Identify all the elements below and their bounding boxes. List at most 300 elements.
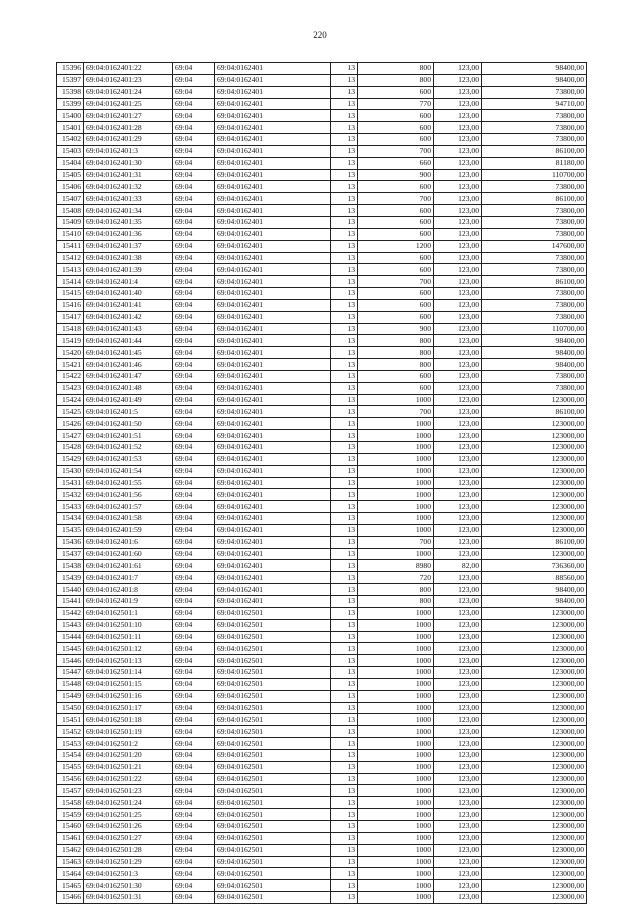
cadastral-number-cell: 69:04:0162401:54	[84, 465, 173, 477]
row-number-cell: 15460	[57, 821, 84, 833]
category-code-cell: 13	[331, 418, 358, 430]
table-row	[57, 667, 587, 679]
region-code-cell: 69:04	[173, 264, 215, 276]
table-row	[57, 560, 587, 572]
cadastral-value-cell: 123000,00	[482, 738, 587, 750]
area-cell: 1000	[358, 868, 434, 880]
category-code-cell: 13	[331, 323, 358, 335]
table-row	[57, 264, 587, 276]
region-code-cell: 69:04	[173, 785, 215, 797]
cadastral-value-cell: 88560,00	[482, 572, 587, 584]
category-code-cell: 13	[331, 560, 358, 572]
area-cell: 1000	[358, 394, 434, 406]
cadastral-value-cell: 123000,00	[482, 667, 587, 679]
specific-value-cell: 123,00	[434, 761, 482, 773]
specific-value-cell: 82,00	[434, 560, 482, 572]
block-number-cell: 69:04:0162401	[215, 335, 331, 347]
block-number-cell: 69:04:0162401	[215, 418, 331, 430]
region-code-cell: 69:04	[173, 714, 215, 726]
category-code-cell: 13	[331, 169, 358, 181]
specific-value-cell: 123,00	[434, 832, 482, 844]
row-number-cell: 15446	[57, 655, 84, 667]
area-cell: 660	[358, 157, 434, 169]
cadastral-number-cell: 69:04:0162501:10	[84, 619, 173, 631]
area-cell: 1000	[358, 714, 434, 726]
row-number-cell: 15428	[57, 442, 84, 454]
specific-value-cell: 123,00	[434, 595, 482, 607]
specific-value-cell: 123,00	[434, 453, 482, 465]
specific-value-cell: 123,00	[434, 86, 482, 98]
cadastral-number-cell: 69:04:0162401:9	[84, 595, 173, 607]
region-code-cell: 69:04	[173, 288, 215, 300]
area-cell: 1000	[358, 773, 434, 785]
area-cell: 1000	[358, 513, 434, 525]
row-number-cell: 15411	[57, 240, 84, 252]
cadastral-value-cell: 73800,00	[482, 122, 587, 134]
cadastral-number-cell: 69:04:0162401:49	[84, 394, 173, 406]
region-code-cell: 69:04	[173, 240, 215, 252]
cadastral-value-cell: 123000,00	[482, 418, 587, 430]
specific-value-cell: 123,00	[434, 335, 482, 347]
area-cell: 1000	[358, 667, 434, 679]
row-number-cell: 15433	[57, 501, 84, 513]
category-code-cell: 13	[331, 643, 358, 655]
row-number-cell: 15459	[57, 809, 84, 821]
region-code-cell: 69:04	[173, 145, 215, 157]
cadastral-value-cell: 86100,00	[482, 276, 587, 288]
cadastral-number-cell: 69:04:0162401:8	[84, 584, 173, 596]
cadastral-value-cell: 73800,00	[482, 205, 587, 217]
cadastral-value-cell: 110700,00	[482, 323, 587, 335]
specific-value-cell: 123,00	[434, 382, 482, 394]
row-number-cell: 15415	[57, 288, 84, 300]
table-row	[57, 110, 587, 122]
category-code-cell: 13	[331, 145, 358, 157]
cadastral-number-cell: 69:04:0162501:2	[84, 738, 173, 750]
category-code-cell: 13	[331, 548, 358, 560]
region-code-cell: 69:04	[173, 690, 215, 702]
table-row	[57, 832, 587, 844]
cadastral-number-cell: 69:04:0162401:24	[84, 86, 173, 98]
area-cell: 600	[358, 205, 434, 217]
cadastral-value-cell: 123000,00	[482, 690, 587, 702]
category-code-cell: 13	[331, 252, 358, 264]
block-number-cell: 69:04:0162401	[215, 311, 331, 323]
category-code-cell: 13	[331, 832, 358, 844]
cadastral-value-cell: 123000,00	[482, 880, 587, 892]
block-number-cell: 69:04:0162501	[215, 655, 331, 667]
table-row	[57, 856, 587, 868]
table-row	[57, 785, 587, 797]
block-number-cell: 69:04:0162401	[215, 288, 331, 300]
cadastral-number-cell: 69:04:0162401:51	[84, 430, 173, 442]
category-code-cell: 13	[331, 110, 358, 122]
cadastral-value-cell: 86100,00	[482, 406, 587, 418]
area-cell: 700	[358, 145, 434, 157]
region-code-cell: 69:04	[173, 809, 215, 821]
table-row	[57, 86, 587, 98]
cadastral-number-cell: 69:04:0162501:11	[84, 631, 173, 643]
row-number-cell: 15417	[57, 311, 84, 323]
area-cell: 8980	[358, 560, 434, 572]
table-row	[57, 323, 587, 335]
table-row	[57, 288, 587, 300]
table-row	[57, 619, 587, 631]
block-number-cell: 69:04:0162401	[215, 169, 331, 181]
block-number-cell: 69:04:0162501	[215, 631, 331, 643]
table-row	[57, 311, 587, 323]
row-number-cell: 15413	[57, 264, 84, 276]
table-row	[57, 655, 587, 667]
row-number-cell: 15405	[57, 169, 84, 181]
cadastral-number-cell: 69:04:0162401:4	[84, 276, 173, 288]
cadastral-value-cell: 123000,00	[482, 761, 587, 773]
cadastral-number-cell: 69:04:0162401:22	[84, 63, 173, 75]
category-code-cell: 13	[331, 880, 358, 892]
block-number-cell: 69:04:0162401	[215, 524, 331, 536]
category-code-cell: 13	[331, 216, 358, 228]
cadastral-number-cell: 69:04:0162501:30	[84, 880, 173, 892]
area-cell: 600	[358, 228, 434, 240]
row-number-cell: 15463	[57, 856, 84, 868]
specific-value-cell: 123,00	[434, 607, 482, 619]
table-row	[57, 98, 587, 110]
category-code-cell: 13	[331, 228, 358, 240]
specific-value-cell: 123,00	[434, 288, 482, 300]
category-code-cell: 13	[331, 181, 358, 193]
table-row	[57, 193, 587, 205]
table-row	[57, 134, 587, 146]
table-row	[57, 347, 587, 359]
category-code-cell: 13	[331, 749, 358, 761]
area-cell: 700	[358, 276, 434, 288]
block-number-cell: 69:04:0162401	[215, 382, 331, 394]
area-cell: 1000	[358, 761, 434, 773]
cadastral-number-cell: 69:04:0162401:48	[84, 382, 173, 394]
specific-value-cell: 123,00	[434, 216, 482, 228]
area-cell: 900	[358, 169, 434, 181]
area-cell: 770	[358, 98, 434, 110]
region-code-cell: 69:04	[173, 382, 215, 394]
block-number-cell: 69:04:0162401	[215, 157, 331, 169]
cadastral-number-cell: 69:04:0162401:28	[84, 122, 173, 134]
area-cell: 800	[358, 63, 434, 75]
cadastral-value-cell: 736360,00	[482, 560, 587, 572]
block-number-cell: 69:04:0162401	[215, 406, 331, 418]
category-code-cell: 13	[331, 157, 358, 169]
cadastral-value-cell: 123000,00	[482, 442, 587, 454]
cadastral-value-cell: 73800,00	[482, 299, 587, 311]
block-number-cell: 69:04:0162401	[215, 584, 331, 596]
block-number-cell: 69:04:0162401	[215, 536, 331, 548]
region-code-cell: 69:04	[173, 868, 215, 880]
specific-value-cell: 123,00	[434, 868, 482, 880]
block-number-cell: 69:04:0162401	[215, 228, 331, 240]
region-code-cell: 69:04	[173, 595, 215, 607]
table-row	[57, 169, 587, 181]
cadastral-number-cell: 69:04:0162401:52	[84, 442, 173, 454]
row-number-cell: 15416	[57, 299, 84, 311]
area-cell: 600	[358, 264, 434, 276]
block-number-cell: 69:04:0162401	[215, 252, 331, 264]
specific-value-cell: 123,00	[434, 797, 482, 809]
region-code-cell: 69:04	[173, 193, 215, 205]
region-code-cell: 69:04	[173, 418, 215, 430]
cadastral-value-cell: 98400,00	[482, 74, 587, 86]
specific-value-cell: 123,00	[434, 418, 482, 430]
specific-value-cell: 123,00	[434, 584, 482, 596]
cadastral-number-cell: 69:04:0162401:59	[84, 524, 173, 536]
specific-value-cell: 123,00	[434, 228, 482, 240]
category-code-cell: 13	[331, 667, 358, 679]
table-row	[57, 465, 587, 477]
table-row	[57, 359, 587, 371]
cadastral-value-cell: 73800,00	[482, 110, 587, 122]
row-number-cell: 15423	[57, 382, 84, 394]
specific-value-cell: 123,00	[434, 442, 482, 454]
specific-value-cell: 123,00	[434, 619, 482, 631]
cadastral-value-cell: 123000,00	[482, 678, 587, 690]
area-cell: 1000	[358, 631, 434, 643]
category-code-cell: 13	[331, 702, 358, 714]
cadastral-number-cell: 69:04:0162401:44	[84, 335, 173, 347]
region-code-cell: 69:04	[173, 98, 215, 110]
specific-value-cell: 123,00	[434, 892, 482, 904]
area-cell: 1000	[358, 453, 434, 465]
specific-value-cell: 123,00	[434, 430, 482, 442]
specific-value-cell: 123,00	[434, 122, 482, 134]
cadastral-number-cell: 69:04:0162401:55	[84, 477, 173, 489]
cadastral-number-cell: 69:04:0162401:61	[84, 560, 173, 572]
block-number-cell: 69:04:0162401	[215, 572, 331, 584]
block-number-cell: 69:04:0162401	[215, 181, 331, 193]
specific-value-cell: 123,00	[434, 513, 482, 525]
cadastral-number-cell: 69:04:0162401:41	[84, 299, 173, 311]
region-code-cell: 69:04	[173, 110, 215, 122]
region-code-cell: 69:04	[173, 86, 215, 98]
cadastral-value-cell: 123000,00	[482, 465, 587, 477]
area-cell: 800	[358, 359, 434, 371]
row-number-cell: 15435	[57, 524, 84, 536]
region-code-cell: 69:04	[173, 832, 215, 844]
row-number-cell: 15441	[57, 595, 84, 607]
area-cell: 800	[358, 74, 434, 86]
specific-value-cell: 123,00	[434, 678, 482, 690]
block-number-cell: 69:04:0162401	[215, 442, 331, 454]
area-cell: 1000	[358, 797, 434, 809]
block-number-cell: 69:04:0162501	[215, 619, 331, 631]
specific-value-cell: 123,00	[434, 347, 482, 359]
cadastral-value-cell: 123000,00	[482, 797, 587, 809]
row-number-cell: 15465	[57, 880, 84, 892]
block-number-cell: 69:04:0162501	[215, 738, 331, 750]
specific-value-cell: 123,00	[434, 714, 482, 726]
row-number-cell: 15454	[57, 749, 84, 761]
block-number-cell: 69:04:0162501	[215, 892, 331, 904]
area-cell: 600	[358, 382, 434, 394]
cadastral-value-table	[56, 62, 587, 904]
region-code-cell: 69:04	[173, 560, 215, 572]
block-number-cell: 69:04:0162401	[215, 347, 331, 359]
table-row	[57, 726, 587, 738]
category-code-cell: 13	[331, 821, 358, 833]
category-code-cell: 13	[331, 856, 358, 868]
row-number-cell: 15424	[57, 394, 84, 406]
cadastral-value-cell: 73800,00	[482, 288, 587, 300]
table-row	[57, 595, 587, 607]
area-cell: 600	[358, 110, 434, 122]
region-code-cell: 69:04	[173, 619, 215, 631]
row-number-cell: 15398	[57, 86, 84, 98]
area-cell: 1000	[358, 785, 434, 797]
region-code-cell: 69:04	[173, 74, 215, 86]
region-code-cell: 69:04	[173, 678, 215, 690]
cadastral-number-cell: 69:04:0162401:58	[84, 513, 173, 525]
row-number-cell: 15466	[57, 892, 84, 904]
region-code-cell: 69:04	[173, 370, 215, 382]
region-code-cell: 69:04	[173, 311, 215, 323]
category-code-cell: 13	[331, 619, 358, 631]
table-row	[57, 382, 587, 394]
block-number-cell: 69:04:0162401	[215, 276, 331, 288]
row-number-cell: 15437	[57, 548, 84, 560]
cadastral-value-cell: 98400,00	[482, 63, 587, 75]
cadastral-value-cell: 123000,00	[482, 832, 587, 844]
area-cell: 600	[358, 252, 434, 264]
area-cell: 1000	[358, 477, 434, 489]
specific-value-cell: 123,00	[434, 394, 482, 406]
row-number-cell: 15429	[57, 453, 84, 465]
cadastral-number-cell: 69:04:0162401:32	[84, 181, 173, 193]
region-code-cell: 69:04	[173, 465, 215, 477]
cadastral-value-cell: 123000,00	[482, 821, 587, 833]
area-cell: 600	[358, 181, 434, 193]
row-number-cell: 15456	[57, 773, 84, 785]
block-number-cell: 69:04:0162501	[215, 844, 331, 856]
cadastral-value-cell: 123000,00	[482, 655, 587, 667]
specific-value-cell: 123,00	[434, 276, 482, 288]
block-number-cell: 69:04:0162501	[215, 667, 331, 679]
specific-value-cell: 123,00	[434, 264, 482, 276]
specific-value-cell: 123,00	[434, 773, 482, 785]
row-number-cell: 15436	[57, 536, 84, 548]
specific-value-cell: 123,00	[434, 548, 482, 560]
specific-value-cell: 123,00	[434, 489, 482, 501]
block-number-cell: 69:04:0162501	[215, 773, 331, 785]
row-number-cell: 15432	[57, 489, 84, 501]
category-code-cell: 13	[331, 299, 358, 311]
specific-value-cell: 123,00	[434, 299, 482, 311]
table-row	[57, 773, 587, 785]
table-row	[57, 868, 587, 880]
cadastral-value-cell: 123000,00	[482, 489, 587, 501]
block-number-cell: 69:04:0162401	[215, 193, 331, 205]
block-number-cell: 69:04:0162401	[215, 394, 331, 406]
region-code-cell: 69:04	[173, 880, 215, 892]
category-code-cell: 13	[331, 513, 358, 525]
row-number-cell: 15462	[57, 844, 84, 856]
area-cell: 1000	[358, 892, 434, 904]
category-code-cell: 13	[331, 205, 358, 217]
row-number-cell: 15438	[57, 560, 84, 572]
row-number-cell: 15425	[57, 406, 84, 418]
row-number-cell: 15434	[57, 513, 84, 525]
specific-value-cell: 123,00	[434, 738, 482, 750]
specific-value-cell: 123,00	[434, 655, 482, 667]
table-row	[57, 63, 587, 75]
area-cell: 1000	[358, 489, 434, 501]
specific-value-cell: 123,00	[434, 406, 482, 418]
category-code-cell: 13	[331, 359, 358, 371]
cadastral-number-cell: 69:04:0162401:3	[84, 145, 173, 157]
region-code-cell: 69:04	[173, 228, 215, 240]
block-number-cell: 69:04:0162401	[215, 122, 331, 134]
row-number-cell: 15440	[57, 584, 84, 596]
cadastral-value-cell: 123000,00	[482, 726, 587, 738]
row-number-cell: 15419	[57, 335, 84, 347]
row-number-cell: 15444	[57, 631, 84, 643]
row-number-cell: 15450	[57, 702, 84, 714]
cadastral-number-cell: 69:04:0162401:50	[84, 418, 173, 430]
row-number-cell: 15403	[57, 145, 84, 157]
row-number-cell: 15427	[57, 430, 84, 442]
area-cell: 600	[358, 299, 434, 311]
specific-value-cell: 123,00	[434, 145, 482, 157]
cadastral-number-cell: 69:04:0162401:38	[84, 252, 173, 264]
row-number-cell: 15400	[57, 110, 84, 122]
cadastral-number-cell: 69:04:0162401:47	[84, 370, 173, 382]
block-number-cell: 69:04:0162501	[215, 749, 331, 761]
category-code-cell: 13	[331, 406, 358, 418]
specific-value-cell: 123,00	[434, 844, 482, 856]
area-cell: 1000	[358, 832, 434, 844]
category-code-cell: 13	[331, 453, 358, 465]
specific-value-cell: 123,00	[434, 181, 482, 193]
table-row	[57, 394, 587, 406]
area-cell: 1000	[358, 749, 434, 761]
specific-value-cell: 123,00	[434, 74, 482, 86]
row-number-cell: 15430	[57, 465, 84, 477]
category-code-cell: 13	[331, 382, 358, 394]
cadastral-number-cell: 69:04:0162501:12	[84, 643, 173, 655]
region-code-cell: 69:04	[173, 773, 215, 785]
table-row	[57, 524, 587, 536]
region-code-cell: 69:04	[173, 643, 215, 655]
table-row	[57, 489, 587, 501]
specific-value-cell: 123,00	[434, 157, 482, 169]
cadastral-value-cell: 73800,00	[482, 181, 587, 193]
cadastral-value-cell: 110700,00	[482, 169, 587, 181]
region-code-cell: 69:04	[173, 489, 215, 501]
block-number-cell: 69:04:0162401	[215, 489, 331, 501]
region-code-cell: 69:04	[173, 122, 215, 134]
category-code-cell: 13	[331, 892, 358, 904]
table-row	[57, 122, 587, 134]
cadastral-number-cell: 69:04:0162401:42	[84, 311, 173, 323]
cadastral-value-cell: 123000,00	[482, 785, 587, 797]
block-number-cell: 69:04:0162401	[215, 359, 331, 371]
block-number-cell: 69:04:0162401	[215, 74, 331, 86]
cadastral-value-cell: 123000,00	[482, 643, 587, 655]
specific-value-cell: 123,00	[434, 702, 482, 714]
block-number-cell: 69:04:0162401	[215, 477, 331, 489]
cadastral-value-cell: 123000,00	[482, 548, 587, 560]
cadastral-value-cell: 123000,00	[482, 856, 587, 868]
cadastral-value-cell: 123000,00	[482, 394, 587, 406]
area-cell: 600	[358, 370, 434, 382]
block-number-cell: 69:04:0162401	[215, 595, 331, 607]
category-code-cell: 13	[331, 311, 358, 323]
